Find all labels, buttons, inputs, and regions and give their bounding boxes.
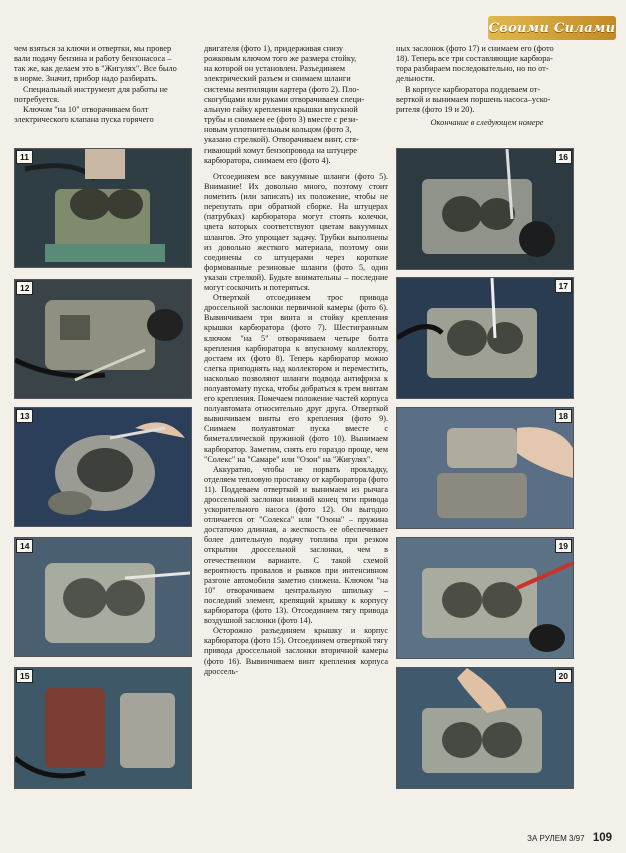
text-line: электрический разъем и снимаем шланги <box>204 74 351 84</box>
issue-number: 3/97 <box>569 834 585 843</box>
photo-number: 12 <box>16 281 33 295</box>
page-number: 109 <box>592 832 612 844</box>
text-line: тора разбираем последовательно, но по от- <box>396 64 549 74</box>
photo-12 <box>14 279 192 399</box>
text-line: верткой и вынимаем поршень насоса–уско- <box>396 94 551 104</box>
photo-number: 19 <box>555 539 572 553</box>
photo-number: 16 <box>555 150 572 164</box>
photo-number: 18 <box>555 409 572 423</box>
carburetor-photo-illustration <box>397 408 573 528</box>
magazine-name: ЗА РУЛЕМ <box>527 834 567 843</box>
text-line: альную гайку крепления крышки впускной <box>204 104 358 114</box>
carburetor-photo-illustration <box>397 668 573 788</box>
section-brand-text: Своими Силами <box>488 20 616 36</box>
photo-17 <box>396 277 574 399</box>
carburetor-photo-illustration <box>15 408 191 526</box>
photo-20 <box>396 667 574 789</box>
photo-number: 17 <box>555 279 572 293</box>
text-line: чем взяться за ключи и отвертки, мы провер <box>14 44 172 53</box>
photo-15 <box>14 667 192 789</box>
middle-column-top-text <box>204 44 388 166</box>
text-line: новым уплотнительным кольцом (фото 3, <box>204 125 352 135</box>
text-line: В корпусе карбюратора поддеваем от- <box>405 84 541 94</box>
text-line: в норме. Значит, прибор надо разбирать. <box>14 74 158 84</box>
photo-number: 15 <box>16 669 33 683</box>
photo-16 <box>396 148 574 270</box>
section-brand-banner <box>488 16 616 40</box>
text-line: 18). Теперь все три составляющие карбюра- <box>396 54 553 64</box>
text-line: рожковым ключом того же размера стойку, <box>204 54 357 64</box>
photo-number: 14 <box>16 539 33 553</box>
text-line: системы вентиляции картера (фото 2). Пло- <box>204 84 360 94</box>
paragraph: Отверткой отсоединяем трос привода дроссельной заслонки первичной камеры (фото 6). Вывинчиваем три винта и стойку крепления крышки карбюратора (фото 7). Шестигранным ключом "на 5" отворачиваем четыре болта крепления карбюратора к впускному коллектору, достаем их (фото 8). Теперь карбюратор можно слегка приподнять над коллектором и переместить, насколько позволяют шланги подвода антифриза к полуавтомату пуска, чтобы добраться к трем винтам его крепления. Помечаем положение частей корпуса полуавтомата относительно друг друга. Отверткой вывинчиваем винты его крепления (фото 9). Снимаем полуавтомат пуска вместе с биметаллической пружиной (фото 10). Вынимаем карбюратор. Заметим, снять его гораздо проще, чем "Солекс" на "Самаре" или "Озон" на "Жигулях". <box>204 293 388 464</box>
paragraph: Отсоединяем все вакуумные шланги (фото 5). Внимание! Их довольно много, поэтому стоит пометить (или записать) их положение, чтобы не перепутать при обратной сборке. На штуцерах (патрубках) карбюратора могут стоять колечки, цвета которых соответствуют цветам вакуумных шлангов. Это упрощает задачу. Трубки выполнены из довольно жесткого материала, поэтому они соединены со штуцерами через короткие формованные резиновые шланги (фото 5, один указан стрелкой). Будьте внимательны – последние могут соскочить и потеряться. <box>204 172 388 293</box>
paragraph: Аккуратно, чтобы не порвать прокладку, отделяем тепловую проставку от карбюратора (фото 11). Поддеваем отверткой и вынимаем из рычага дроссельной заслонки нижний конец тяги привода ускорительного насоса (фото 12). Он выгодно отличается от "Солекса" или "Озона" – пружина достаточно длинная, а жесткость ее обеспечивает более длительную подачу топлива при резком открытии дроссельной заслонки, чем в отечественном варианте. С такой схемой вероятность провалов и рывков при интенсивном разгоне автомобиля заметно снижена. Ключом "на 10" отворачиваем центральную шпильку – последний элемент, крепящий крышку к корпусу карбюратора (фото 13). Отсоединяем тягу привода воздушной заслонки (фото 14). <box>204 464 388 626</box>
photo-number: 13 <box>16 409 33 423</box>
photo-14 <box>14 537 192 657</box>
text-line: трубы и снимаем ее (фото 3) вместе с рези- <box>204 115 358 125</box>
text-line: скогубцами или руками отворачиваем специ- <box>204 94 365 104</box>
text-line: потребуется. <box>14 94 60 104</box>
text-line: Специальный инструмент для работы не <box>23 84 168 94</box>
photo-number: 20 <box>555 669 572 683</box>
text-line: на которой он установлен. Разъединяем <box>204 64 345 74</box>
page-footer <box>527 832 612 844</box>
continuation-note: Окончание в следующем номере <box>430 118 544 128</box>
text-line: карбюратора, снимаем его (фото 4). <box>204 155 331 165</box>
carburetor-photo-illustration <box>397 538 573 658</box>
photo-13 <box>14 407 192 527</box>
photo-11 <box>14 148 192 268</box>
photo-19 <box>396 537 574 659</box>
text-line: вали подачу бензина и работу бензонасоса – <box>14 54 172 64</box>
text-line: рителя (фото 19 и 20). <box>396 104 475 114</box>
text-line: двигателя (фото 1), придерживая снизу <box>204 44 343 53</box>
carburetor-photo-illustration <box>15 149 191 267</box>
left-column-text <box>14 44 192 125</box>
carburetor-photo-illustration <box>15 668 191 788</box>
photo-number: 11 <box>16 150 33 164</box>
right-column-text <box>396 44 578 128</box>
carburetor-photo-illustration <box>397 278 573 398</box>
text-line: электрического клапана пуска горячего <box>14 115 154 125</box>
carburetor-photo-illustration <box>397 149 573 269</box>
text-line: указано стрелкой). Отворачиваем винт, стя- <box>204 135 359 145</box>
text-line: Ключом "на 10" отворачиваем болт <box>23 104 149 114</box>
text-line: дельности. <box>396 74 435 84</box>
paragraph: Осторожно разъединяем крышку и корпус карбюратора (фото 15). Отсоединяем отверткой тягу привода дроссельной заслонки вторичной камеры (фото 16). Вывинчиваем винт крепления корпуса дроссель- <box>204 626 388 676</box>
carburetor-photo-illustration <box>15 538 191 656</box>
carburetor-photo-illustration <box>15 280 191 398</box>
middle-column-body-text <box>204 172 388 677</box>
text-line: ных заслонок (фото 17) и снимаем его (фото <box>396 44 554 53</box>
photo-18 <box>396 407 574 529</box>
text-line: так же, как делаем это в "Жигулях". Все было <box>14 64 177 74</box>
text-line: гивающий хомут бензопровода на штуцере <box>204 145 357 155</box>
